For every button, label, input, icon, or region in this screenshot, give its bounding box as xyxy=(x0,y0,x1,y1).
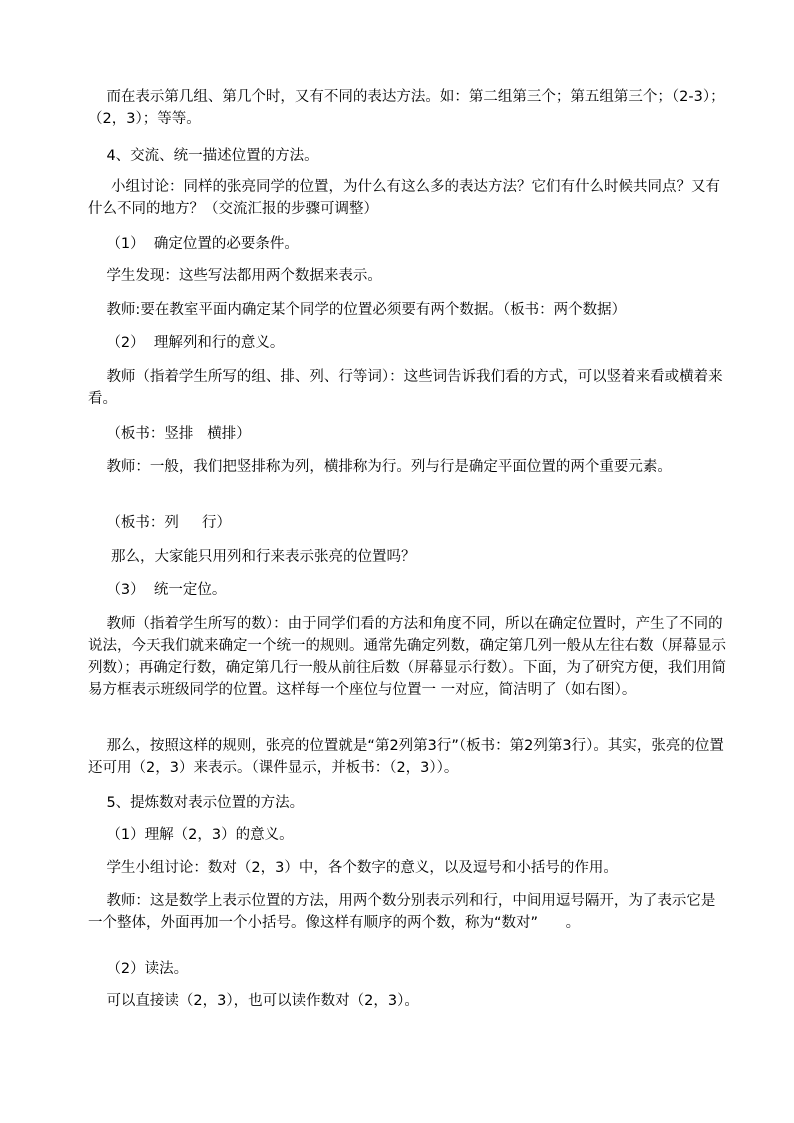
heading-meaning-of-pair: （1）理解（2，3）的意义。 xyxy=(88,827,294,843)
paragraph-teacher-column-row-definition: 教师：一般，我们把竖排称为列，横排称为行。列与行是确定平面位置的两个重要元素。 xyxy=(88,459,672,475)
paragraph-student-discovery: 学生发现：这些写法都用两个数据来表示。 xyxy=(88,268,382,284)
paragraph-board-vertical-horizontal: （板书：竖排 横排） xyxy=(88,426,251,442)
heading-necessary-conditions: （1） 确定位置的必要条件。 xyxy=(88,236,299,252)
paragraph-reading-pair: 可以直接读（2，3），也可以读作数对（2，3）。 xyxy=(88,993,419,1009)
heading-section-5: 5、提炼数对表示位置的方法。 xyxy=(88,795,305,811)
paragraph-board-column-row: （板书：列 行） xyxy=(88,515,231,531)
paragraph-group-discussion: 小组讨论：同样的张亮同学的位置，为什么有这么多的表达方法？它们有什么时候共同点？又有什么不同的地方？（交流汇报的步骤可调整） xyxy=(88,179,721,217)
paragraph-zhang-liang-position: 那么，按照这样的规则，张亮的位置就是“第2列第3行”（板书：第2列第3行）。其实，张亮的位置还可用（2，3）来表示。（课件显示，并板书：（2，3））。 xyxy=(88,738,724,776)
paragraph-teacher-two-data: 教师:要在教室平面内确定某个同学的位置必须要有两个数据。（板书：两个数据） xyxy=(88,302,627,318)
paragraph-coordinate-expressions: 而在表示第几组、第几个时，又有不同的表达方法。如：第二组第三个；第五组第三个；（2-3）；（2，3）；等等。 xyxy=(88,89,725,127)
paragraph-teacher-unified-rule: 教师（指着学生所写的数）：由于同学们看的方法和角度不同，所以在确定位置时，产生了不同的说法，今天我们就来确定一个统一的规则。通常先确定列数，确定第几列一般从左往右数（屏幕显示列数）；再确定行数，确定第几行一般从前往后数（屏幕显示行数）。下面，为了研究方便，我们用简易方框表示班级同学的位置。这样每一个座位与位置一 一对应，简洁明了（如右图）。 xyxy=(88,616,726,698)
paragraph-group-discussion-pair: 学生小组讨论：数对（2，3）中，各个数字的意义，以及逗号和小括号的作用。 xyxy=(88,860,618,876)
paragraph-teacher-ordered-pair: 教师：这是数学上表示位置的方法，用两个数分别表示列和行，中间用逗号隔开，为了表示它是一个整体，外面再加一个小括号。像这样有顺序的两个数，称为“数对” 。 xyxy=(88,893,716,931)
heading-rows-columns-meaning: （2） 理解列和行的意义。 xyxy=(88,335,285,351)
paragraph-teacher-viewing-direction: 教师（指着学生所写的组、排、列、行等词）：这些词告诉我们看的方式，可以竖着来看或横着来看。 xyxy=(88,369,723,407)
heading-reading-method: （2）读法。 xyxy=(88,961,189,977)
paragraph-question-only-rows-columns: 那么，大家能只用列和行来表示张亮的位置吗？ xyxy=(88,549,416,565)
heading-section-4: 4、交流、统一描述位置的方法。 xyxy=(88,148,319,164)
heading-unified-positioning: （3） 统一定位。 xyxy=(88,582,227,598)
